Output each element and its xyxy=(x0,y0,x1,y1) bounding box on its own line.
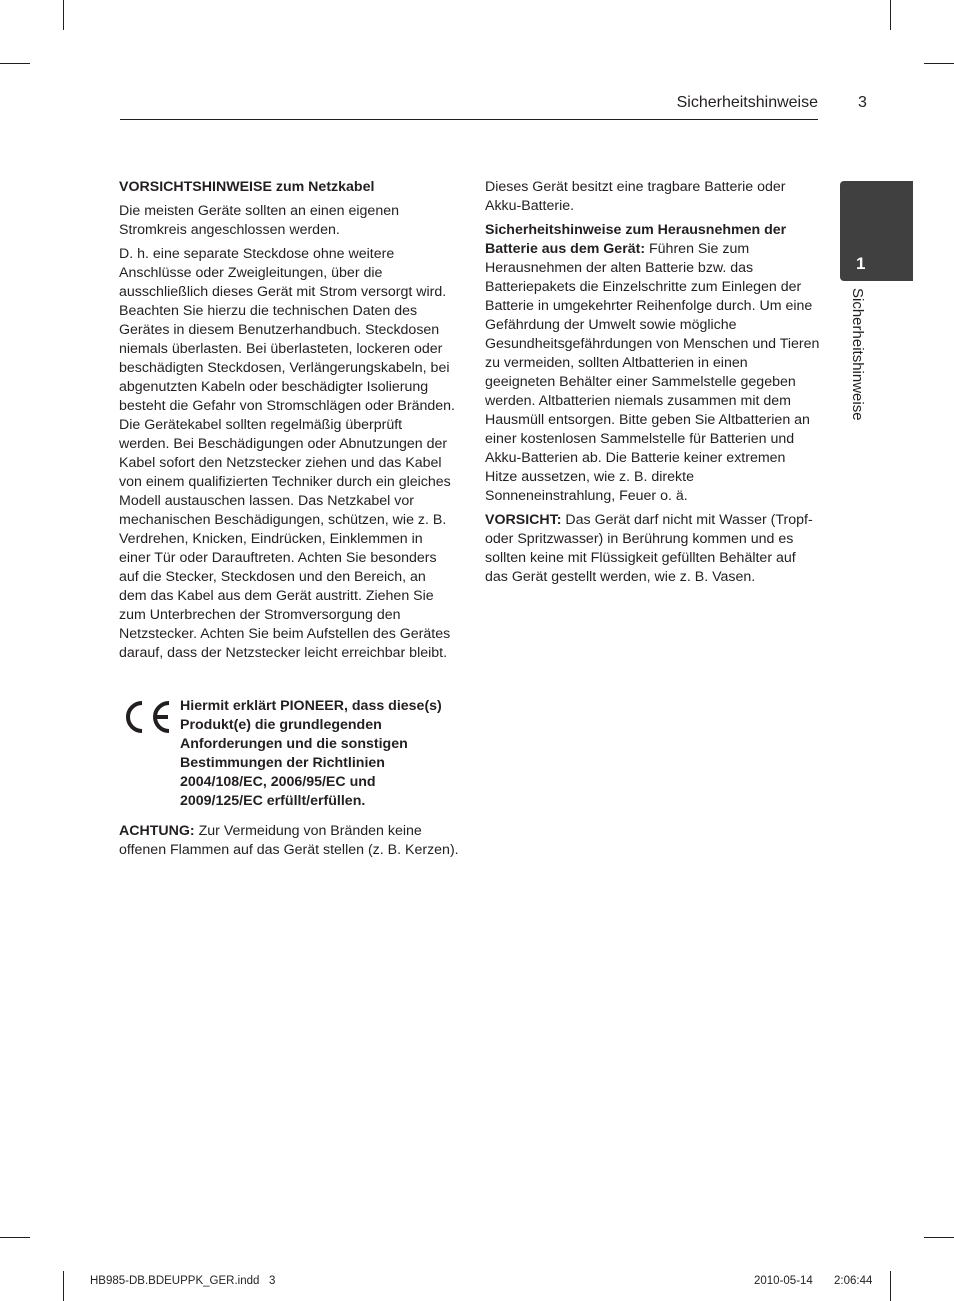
paragraph: D. h. eine separate Steckdose ohne weitere Anschlüsse oder Zweigleitungen, über die ausschließlich dieses Gerät mit Strom versorgt wird. Beachten Sie hierzu die technischen Daten des Gerätes in diesem Benutzerhandbuch. Steckdosen niemals überlasten. Bei überlasteten, lockeren oder beschädigten Steckdosen, Verlängerungskabeln, bei abgenutzten Kabeln oder beschädigter Isolierung besteht die Gefahr von Stromschlägen oder Bränden. Die Gerätekabel sollten regelmäßig überprüft werden. Bei Beschädigungen oder Abnutzungen der Kabel sofort den Netzstecker ziehen und das Kabel von einem qualifizierten Techniker durch ein gleiches Modell austauschen lassen. Das Netzkabel vor mechanischen Beschädigungen, schützen, wie z. B. Verdrehen, Knicken, Eindrücken, Einklemmen in einer Tür oder Darauftreten. Achten Sie besonders auf die Stecker, Steckdosen und den Bereich, an dem das Kabel aus dem Gerät austritt. Ziehen Sie zum Unterbrechen der Stromversorgung den Netzstecker. Achten Sie beim Aufstellen des Gerätes darauf, dass der Netzstecker leicht erreichbar bleibt. xyxy=(119,246,455,661)
chapter-side-label-text: Sicherheitshinweise xyxy=(849,288,866,421)
battery-removal-label: Sicherheitshinweise zum Herausnehmen der Batterie aus dem Gerät: xyxy=(485,222,787,257)
crop-mark xyxy=(63,0,64,30)
footer-time: 2:06:44 xyxy=(834,1275,873,1287)
crop-mark xyxy=(924,1237,954,1238)
crop-mark xyxy=(0,63,30,64)
ce-mark-icon xyxy=(121,699,173,735)
crop-mark xyxy=(890,1271,891,1301)
crop-mark xyxy=(63,1271,64,1301)
chapter-number: 1 xyxy=(856,254,866,273)
crop-mark xyxy=(924,63,954,64)
left-column xyxy=(119,178,455,668)
battery-removal-note xyxy=(485,221,821,506)
paragraph: Dieses Gerät besitzt eine tragbare Batterie oder Akku-Batterie. xyxy=(485,179,786,214)
paragraph: Die meisten Geräte sollten an einen eigenen Stromkreis angeschlossen werden. xyxy=(119,203,399,238)
crop-mark xyxy=(890,0,891,30)
chapter-side-label xyxy=(838,288,874,488)
chapter-tab xyxy=(840,181,913,281)
running-header-title: Sicherheitshinweise xyxy=(676,94,818,111)
ce-declaration-text: Hiermit erklärt PIONEER, dass diese(s) Produkt(e) die grundlegenden Anforderungen und die sonstigen Bestimmungen der Richtlinien 2004/108/EC, 2006/95/EC und 2009/125/EC erfüllt/erfüllen. xyxy=(180,698,442,809)
page-number: 3 xyxy=(858,94,867,111)
header-rule xyxy=(120,119,818,120)
vorsicht-text: Das Gerät darf nicht mit Wasser (Tropf- oder Spritzwasser) in Berührung kommen und es sollten keine mit Flüssigkeit gefüllten Behälter auf das Gerät gestellt werden, wie z. B. Vasen. xyxy=(485,512,813,585)
vorsicht-label: VORSICHT: xyxy=(485,512,562,528)
achtung-label: ACHTUNG: xyxy=(119,823,195,839)
footer-filename: HB985-DB.BDEUPPK_GER.indd 3 xyxy=(90,1275,276,1287)
footer-date: 2010-05-14 xyxy=(754,1275,813,1287)
battery-removal-text: Führen Sie zum Herausnehmen der alten Batterie bzw. das Batteriepakets die Einzelschritte zum Einlegen der Batterie in umgekehrter Reihenfolge durch. Um eine Gefährdung der Umwelt sowie mögliche Gesundheitsgefährdungen von Menschen und Tieren zu vermeiden, sollten Altbatterien in einen geeigneten Behälter einer Sammelstelle gegeben werden. Altbatterien niemals zusammen mit dem Hausmüll entsorgen. Bitte geben Sie Altbatterien an einer kostenlosen Sammelstelle für Batterien und Akku-Batterien ab. Die Batterie keiner extremen Hitze aussetzen, wie z. B. direkte Sonneneinstrahlung, Feuer o. ä. xyxy=(485,241,820,504)
right-column xyxy=(485,178,821,592)
crop-mark xyxy=(0,1237,30,1238)
section-heading: VORSICHTSHINWEISE zum Netzkabel xyxy=(119,179,375,195)
vorsicht-note xyxy=(485,511,821,587)
achtung-note xyxy=(119,822,459,860)
achtung-text: Zur Vermeidung von Bränden keine offenen Flammen auf das Gerät stellen (z. B. Kerzen). xyxy=(119,823,459,858)
